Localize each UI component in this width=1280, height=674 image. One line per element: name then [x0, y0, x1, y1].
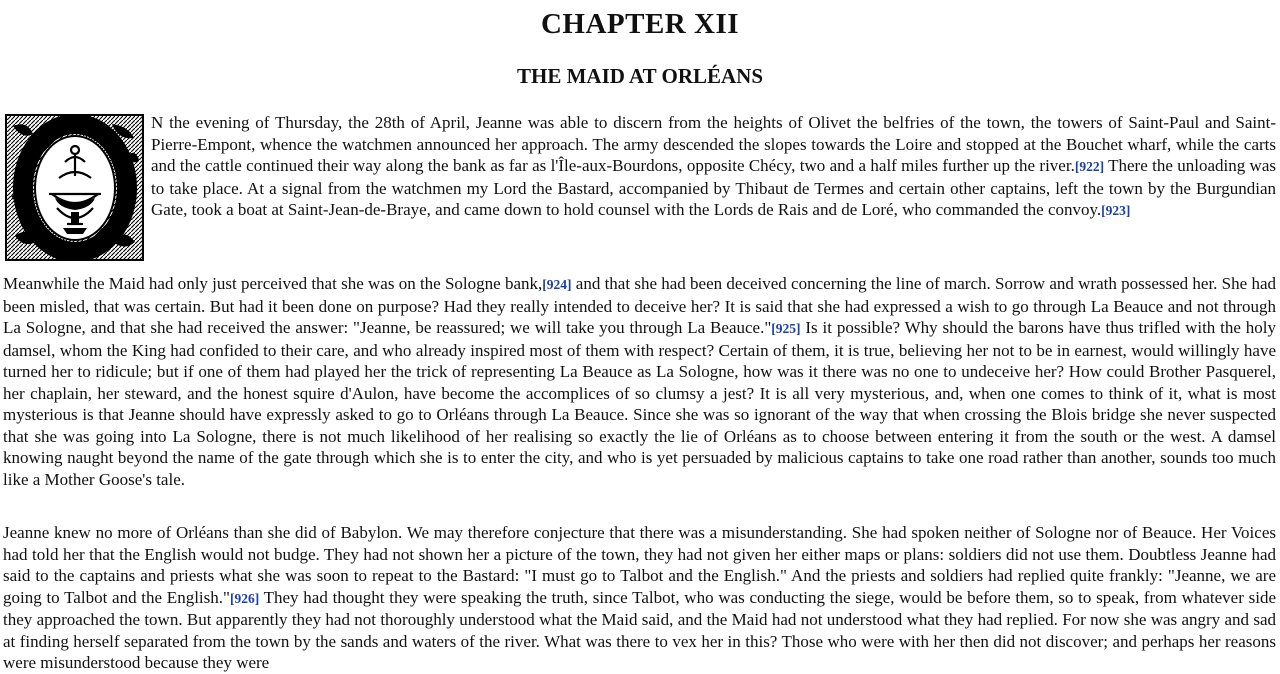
ornamental-dropcap-icon — [5, 114, 144, 261]
chapter-subtitle: THE MAID AT ORLÉANS — [516, 64, 764, 88]
body-paragraph — [3, 273, 1276, 490]
footnote-link[interactable]: [924] — [542, 277, 572, 292]
paragraph-text: N the evening of Thursday, the 28th of April, Jeanne was able to discern from the heights of Olivet the belfries of the town, the towers of Saint-Paul and Saint-Pierre-Empont, whence the watchmen announced her approach. The army descended the slopes towards the Loire and stopped at the Bouchet wharf, while the carts and the cattle continued their way along the bank as far as l'Île-aux-Bourdons, opposite Chécy, two and a half miles further up the river. — [151, 113, 1276, 175]
chapter-heading: CHAPTER XII — [540, 8, 740, 40]
paragraph-text: and that she had been deceived concerning the line of march. Sorrow and wrath possessed her. She had been misled, that was certain. But had it been done on purpose? Had they really intended to deceive her? It is said that she had expressed a wish to go through La Beauce and not through La Sologne, and that she had received the answer: "Jeanne, be reassured; we will take you through La Beauce." — [3, 274, 1276, 337]
footnote-link[interactable]: [923] — [1101, 203, 1131, 218]
body-paragraph — [3, 522, 1276, 674]
footnote-link[interactable]: [922] — [1074, 159, 1105, 174]
paragraph-text: Meanwhile the Maid had only just perceived that she was on the Sologne bank, — [3, 274, 543, 293]
footnote-link[interactable]: [926] — [229, 590, 260, 606]
paragraph-text: They had thought they were speaking the truth, since Talbot, who was conducting the siege, would be before them, so to speak, from whatever side they approached the town. But apparently they had not thoroughly understood what the Maid said, and the Maid had not understood what they had replied. For now she was angry and sad at finding herself separated from the town by the sands and waters of the river. What was there to vex her in this? Those who were with her then did not discover; and perhaps her reasons were misunderstood because they were — [3, 587, 1277, 672]
paragraph-text: There the unloading was to take place. At a signal from the watchmen my Lord the Bastard, accompanied by Thibaut de Termes and certain other captains, left the town by the Burgundian Gate, took a boat at Saint-Jean-de-Braye, and came down to hold counsel with the Lords de Rais and de Loré, who commanded the convoy. — [151, 156, 1276, 219]
opening-paragraph — [151, 112, 1276, 222]
paragraph-text: Jeanne knew no more of Orléans than she did of Babylon. We may therefore conjecture that there was a misunderstanding. She had spoken neither of Sologne nor of Beauce. Her Voices had told her that the English would not budge. They had not shown her a picture of the town, they had not given her either maps or plans: soldiers did not use them. Doubtless Jeanne had said to the captains and priests what she was soon to repeat to the Bastard: "I must go to Talbot and the English." And the priests and soldiers had replied quite frankly: "Jeanne, we are going to Talbot and the English." — [3, 523, 1276, 607]
footnote-link[interactable]: [925] — [771, 321, 801, 336]
paragraph-text: Is it possible? Why should the barons have thus trifled with the holy damsel, whom the King had confided to their care, and who already inspired most of them with respect? Certain of them, it is true, believing her not to be in earnest, would willingly have turned her to ridicule; but if one of them had played her the trick of representing La Beauce as La Sologne, how was it there was no one to undeceive her? How could Brother Pasquerel, her chaplain, her steward, and the honest squire d'Aulon, have become the accomplices of so clumsy a jest? It is all very mysterious, and, when one comes to think of it, what is most mysterious is that Jeanne should have expressly asked to go to Orléans through La Beauce. Since she was so ignorant of the way that when crossing the Blois bridge she never suspected that she was going into La Sologne, there is not much likelihood of her realising so exactly the lie of Orléans as to choose between entering it from the south or the west. A damsel knowing naught beyond the name of the gate through which she is to enter the city, and who is yet persuaded by malicious captains to take one road rather than another, sounds too much like a Mother Goose's tale. — [3, 318, 1277, 489]
